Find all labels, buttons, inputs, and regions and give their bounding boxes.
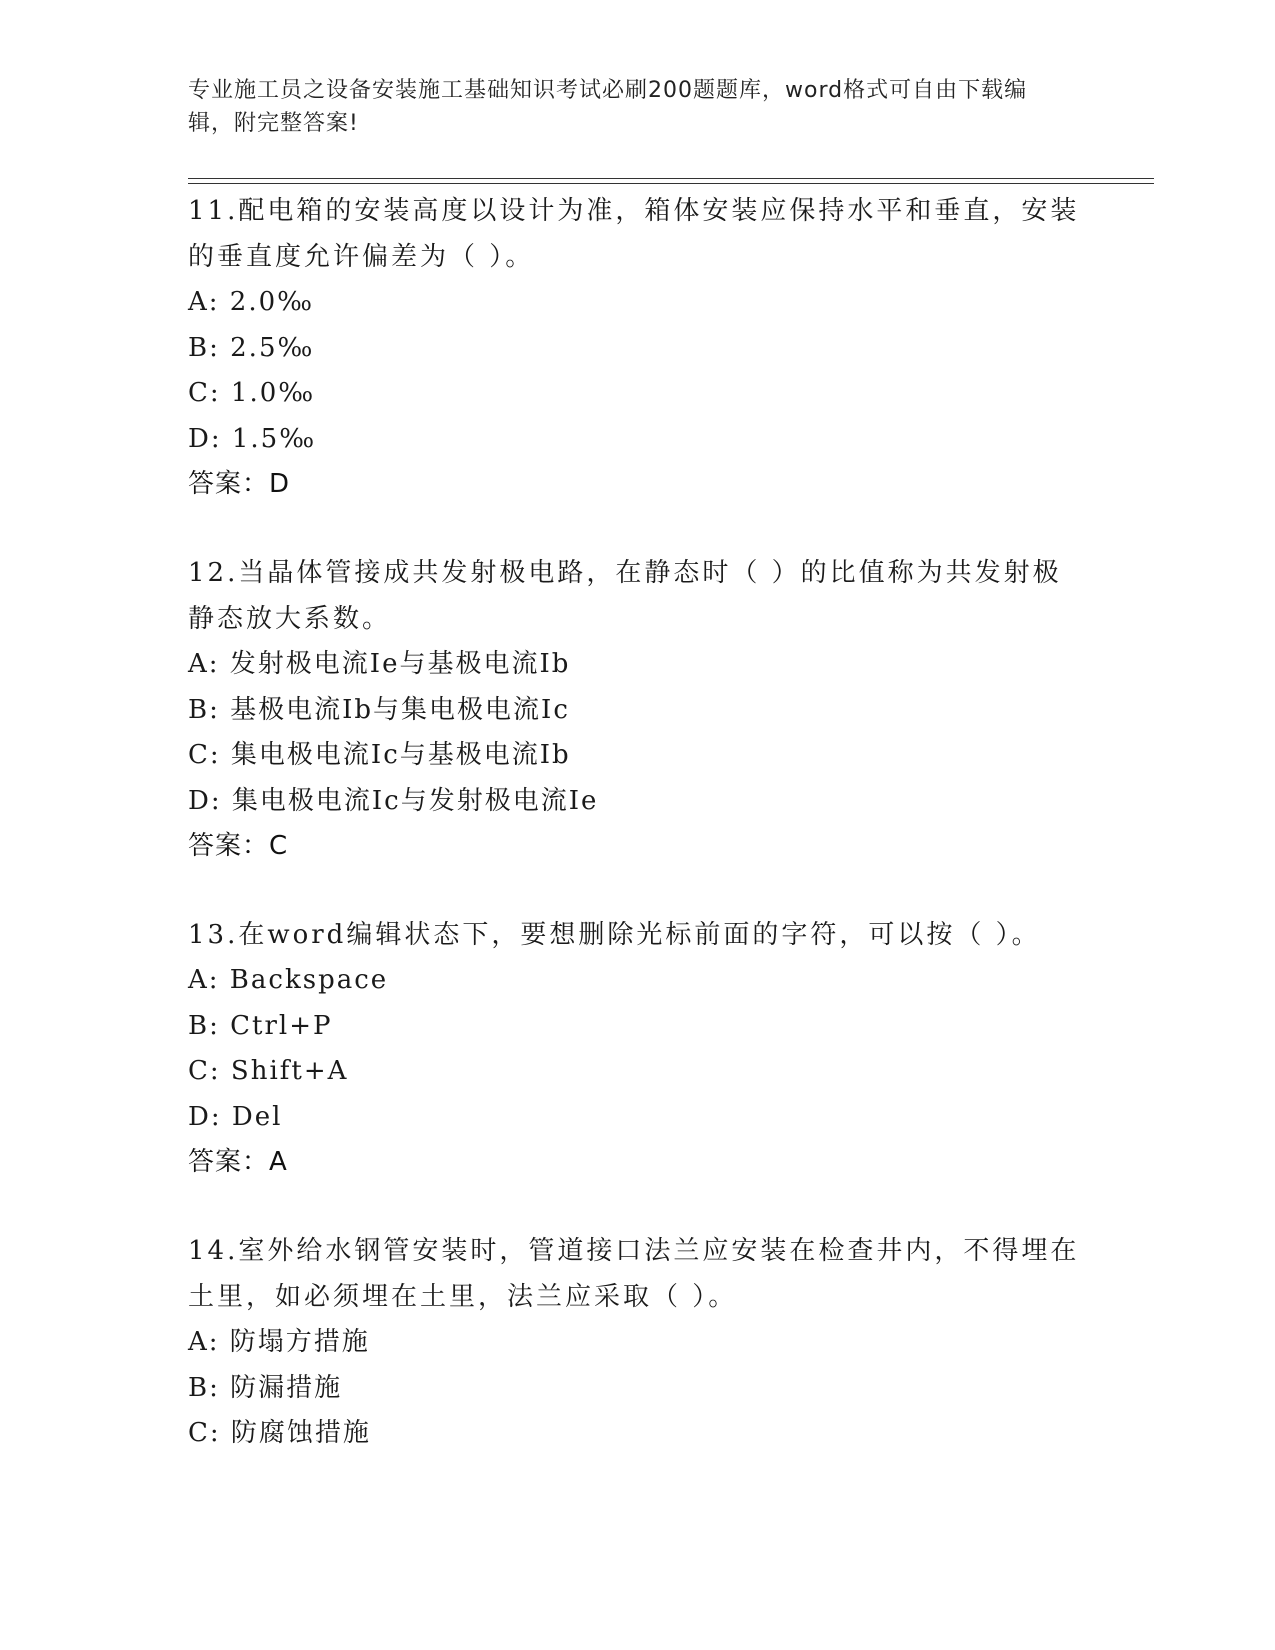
question-stem: 12.当晶体管接成共发射极电路，在静态时（ ）的比值称为共发射极静态放大系数。	[188, 558, 1062, 634]
option-d: D: Del	[188, 1101, 283, 1132]
question-stem: 13.在word编辑状态下，要想删除光标前面的字符，可以按（ ）。	[188, 920, 1041, 950]
question-list	[188, 188, 1088, 1501]
option-c: C: Shift+A	[188, 1056, 349, 1086]
option-b: B: Ctrl+P	[188, 1010, 333, 1041]
option-b: B: 防漏措施	[188, 1372, 343, 1403]
answer: 答案：D	[188, 469, 291, 499]
option-b: B: 2.5‰	[188, 332, 315, 363]
option-c: C: 防腐蚀措施	[188, 1418, 371, 1448]
option-b: B: 基极电流Ib与集电极电流Ic	[188, 694, 570, 725]
question-14	[188, 1228, 1088, 1457]
question-11	[188, 188, 1088, 506]
question-13	[188, 912, 1088, 1184]
option-a: A: 发射极电流Ie与基极电流Ib	[188, 649, 571, 679]
option-d: D: 1.5‰	[188, 423, 317, 454]
question-stem: 14.室外给水钢管安装时，管道接口法兰应安装在检查井内，不得埋在土里，如必须埋在土里，法兰应采取（ ）。	[188, 1236, 1080, 1312]
option-d: D: 集电极电流Ic与发射极电流Ie	[188, 785, 599, 816]
option-c: C: 集电极电流Ic与基极电流Ib	[188, 740, 571, 770]
option-a: A: 2.0‰	[188, 287, 315, 317]
header-divider-top	[188, 178, 1154, 179]
option-a: A: Backspace	[188, 965, 389, 995]
question-stem: 11.配电箱的安装高度以设计为准，箱体安装应保持水平和垂直，安装的垂直度允许偏差为（ ）。	[188, 196, 1080, 272]
option-a: A: 防塌方措施	[188, 1327, 370, 1357]
option-c: C: 1.0‰	[188, 378, 316, 408]
header-divider-bottom	[188, 183, 1154, 184]
question-12	[188, 550, 1088, 868]
answer: 答案：A	[188, 1147, 288, 1177]
document-header: 专业施工员之设备安装施工基础知识考试必刷200题题库，word格式可自由下载编辑，附完整答案!	[188, 78, 1028, 136]
answer: 答案：C	[188, 831, 289, 861]
